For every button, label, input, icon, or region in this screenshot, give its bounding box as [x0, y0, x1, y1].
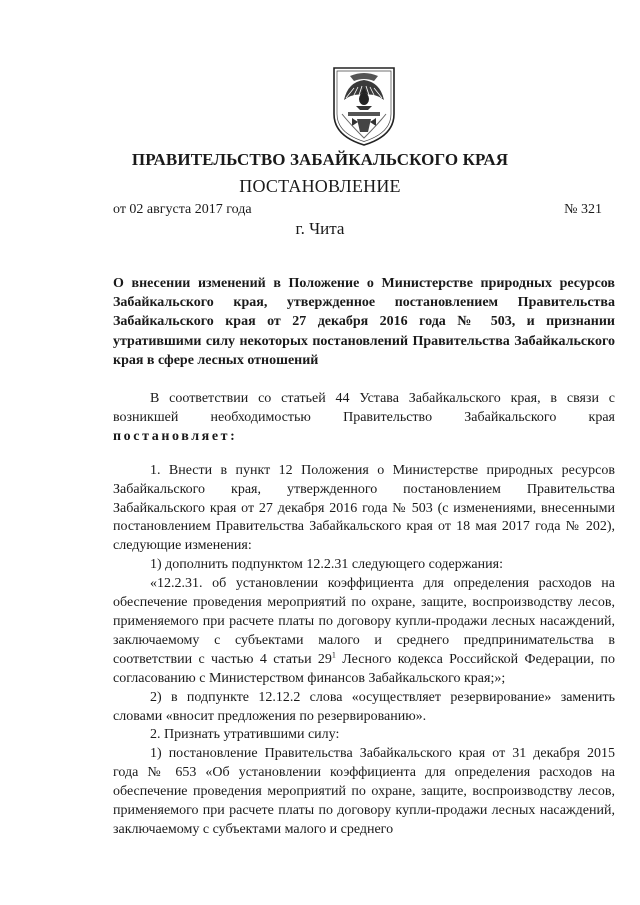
- item-1-quote: [113, 575, 615, 688]
- document-city: г. Чита: [295, 219, 345, 238]
- decree-word: постановляет:: [113, 428, 238, 444]
- item-1-sub-2: 2) в подпункте 12.12.2 слова «осуществляет резервирование» заменить словами «вносит предложения по резервированию».: [113, 689, 615, 724]
- article-superscript: 1: [331, 650, 336, 660]
- document-type: ПОСТАНОВЛЕНИЕ: [239, 176, 401, 196]
- item-1: 1. Внести в пункт 12 Положения о Министерстве природных ресурсов Забайкальского края, утвержденного постановлением Правительства Забайкальского края от 27 декабря 2016 года № 503 (с изменениями, внесенными постановлением Правительства Забайкальского края от 18 мая 2017 года № 202), следующие изменения:: [113, 462, 615, 554]
- preamble-text: В соответствии со статьей 44 Устава Забайкальского края, в связи с возникшей необходимостью Правительство Забайкальского края: [113, 391, 615, 425]
- document-number: № 321: [564, 202, 602, 217]
- preamble-paragraph: [113, 390, 615, 447]
- quote-part-a: «12.2.31. об установлении коэффициента для определения расходов на обеспечение проведения мероприятий по охране, защите, воспроизводству лесов, применяемого при расчете платы по договору купли-продажи лесных насаждений, заключаемому с субъектами малого и среднего предпринимательства в соответствии с частью 4 статьи 29: [113, 576, 615, 667]
- quote-part-b: Лесного кодекса Российской Федерации, по согласованию с Министерством финансов Забайкальского края;»;: [113, 651, 615, 686]
- item-2: 2. Признать утратившими силу:: [150, 727, 340, 743]
- document-body: [113, 390, 615, 840]
- organization-title: ПРАВИТЕЛЬСТВО ЗАБАЙКАЛЬСКОГО КРАЯ: [131, 150, 509, 169]
- item-1-sub-1: 1) дополнить подпунктом 12.2.31 следующего содержания:: [150, 557, 503, 573]
- document-date: от 02 августа 2017 года: [113, 202, 252, 217]
- coat-of-arms-icon: [328, 64, 400, 148]
- document-subject: О внесении изменений в Положение о Министерстве природных ресурсов Забайкальского края, утвержденное постановлением Правительства Забайкальского края от 27 декабря 2016 года № 503, и признании утратившими силу некоторых постановлений Правительства Забайкальского края в сфере лесных отношений: [113, 276, 615, 368]
- item-2-sub-1: 1) постановление Правительства Забайкальского края от 31 декабря 2015 года № 653 «Об установлении коэффициента для определения расходов на обеспечение проведения мероприятий по охране, защите, воспроизводству лесов, применяемого при расчете платы по договору купли-продажи лесных насаждений, заключаемому с субъектами малого и среднего: [113, 746, 615, 837]
